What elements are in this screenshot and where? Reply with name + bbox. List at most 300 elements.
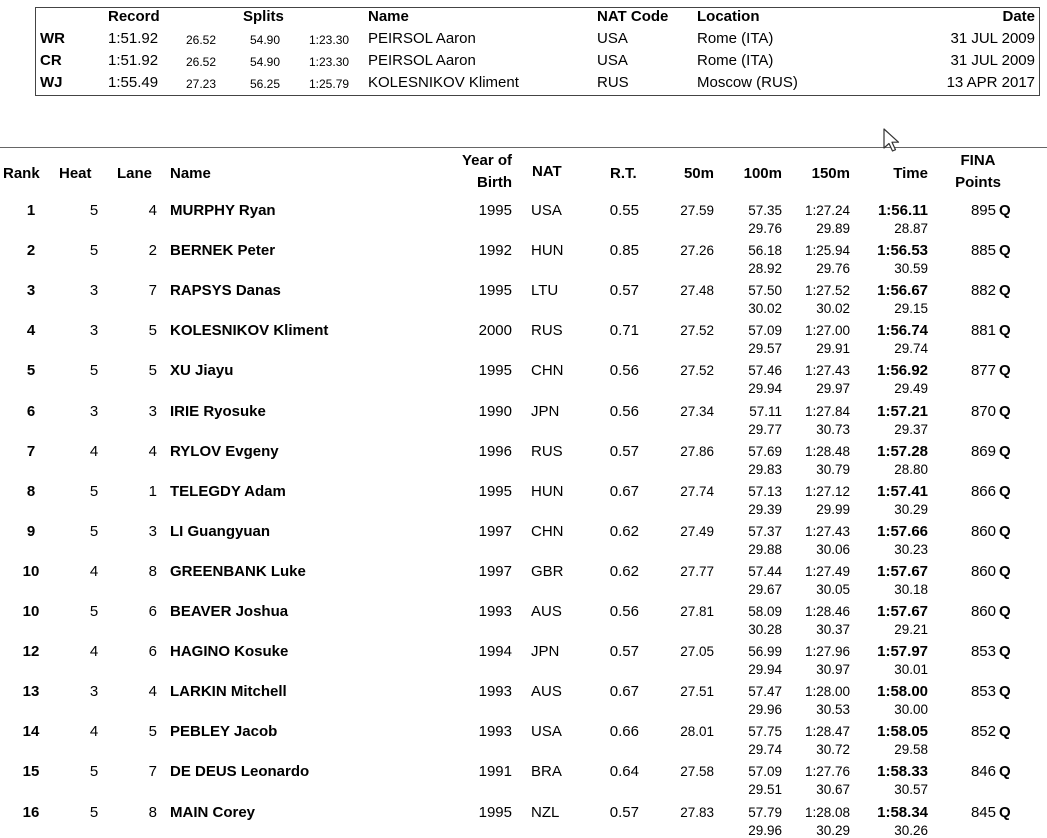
result-rank: 16: [22, 804, 40, 821]
result-time: 1:56.74: [877, 322, 928, 339]
record-date: 31 JUL 2009: [950, 30, 1035, 47]
result-rank: 6: [26, 403, 36, 420]
result-split-sp150: 30.05: [816, 582, 850, 597]
result-m50: 27.51: [680, 684, 714, 699]
result-split-spt: 30.26: [894, 823, 928, 838]
qualified-badge: Q: [999, 282, 1011, 299]
result-split-spt: 29.58: [894, 742, 928, 757]
record-s2: 54.90: [250, 55, 281, 69]
result-split-sp100: 29.74: [748, 742, 782, 757]
record-nat: USA: [597, 30, 628, 47]
result-m150: 1:27.00: [804, 323, 850, 338]
record-s3: 1:23.30: [309, 33, 350, 47]
result-split-sp150: 30.53: [816, 702, 850, 717]
result-pts: 870: [970, 403, 996, 420]
result-time: 1:56.92: [877, 362, 928, 379]
result-name: KOLESNIKOV Kliment: [170, 322, 329, 339]
result-m150: 1:27.76: [804, 764, 850, 779]
record-name: KOLESNIKOV Kliment: [368, 74, 519, 91]
result-name: RAPSYS Danas: [170, 282, 281, 299]
result-heat: 5: [89, 362, 99, 379]
result-lane: 2: [148, 242, 157, 259]
records-header-nat: NAT Code: [597, 8, 669, 25]
result-m50: 27.83: [680, 805, 714, 820]
result-split-spt: 28.87: [894, 221, 928, 236]
records-header-location: Location: [697, 8, 760, 25]
result-split-sp100: 29.94: [748, 662, 782, 677]
result-name: RYLOV Evgeny: [170, 443, 279, 460]
result-pts: 866: [970, 483, 996, 500]
result-rt: 0.56: [609, 403, 639, 420]
result-nat: JPN: [531, 403, 560, 420]
result-rank: 13: [22, 683, 40, 700]
records-header-record: Record: [108, 8, 160, 25]
result-m50: 27.59: [680, 203, 714, 218]
record-location: Rome (ITA): [697, 52, 774, 69]
result-m100: 57.11: [749, 404, 782, 419]
result-nat: GBR: [531, 563, 564, 580]
record-date: 13 APR 2017: [946, 74, 1035, 91]
result-yob: 1995: [478, 282, 512, 299]
result-split-sp100: 30.02: [748, 301, 782, 316]
qualified-badge: Q: [999, 523, 1011, 540]
result-m50: 27.81: [680, 604, 714, 619]
result-split-sp150: 30.72: [816, 742, 850, 757]
result-split-sp100: 29.76: [748, 221, 782, 236]
result-rank: 15: [22, 763, 40, 780]
result-rt: 0.56: [609, 362, 639, 379]
result-heat: 4: [89, 643, 99, 660]
result-split-spt: 30.18: [894, 582, 928, 597]
result-m100: 57.75: [748, 724, 782, 739]
result-split-sp150: 29.97: [816, 381, 850, 396]
qualified-badge: Q: [999, 483, 1011, 500]
result-m100: 56.18: [748, 243, 782, 258]
result-pts: 852: [970, 723, 996, 740]
result-pts: 853: [970, 643, 996, 660]
record-s3: 1:23.30: [309, 55, 350, 69]
result-split-spt: 30.00: [894, 702, 928, 717]
result-rt: 0.57: [609, 643, 639, 660]
result-rt: 0.57: [609, 804, 639, 821]
result-time: 1:56.67: [877, 282, 928, 299]
result-m150: 1:27.49: [804, 564, 850, 579]
result-m150: 1:27.43: [804, 524, 850, 539]
result-rt: 0.56: [609, 603, 639, 620]
result-split-spt: 30.57: [894, 782, 928, 797]
qualified-badge: Q: [999, 603, 1011, 620]
result-split-spt: 28.80: [894, 462, 928, 477]
result-lane: 8: [148, 563, 157, 580]
result-m150: 1:27.84: [804, 404, 850, 419]
qualified-badge: Q: [999, 403, 1011, 420]
result-pts: 853: [970, 683, 996, 700]
result-split-sp100: 30.28: [748, 622, 782, 637]
result-nat: USA: [531, 723, 562, 740]
results-header-lane: Lane: [117, 165, 153, 182]
results-header-rt: R.T.: [610, 165, 637, 182]
result-split-spt: 29.15: [894, 301, 928, 316]
result-lane: 5: [148, 362, 157, 379]
result-lane: 6: [148, 603, 157, 620]
result-split-sp150: 30.02: [816, 301, 850, 316]
result-m100: 57.50: [748, 283, 782, 298]
result-m50: 27.58: [680, 764, 714, 779]
result-yob: 1997: [478, 563, 512, 580]
record-location: Moscow (RUS): [697, 74, 798, 91]
results-header-time: Time: [893, 165, 928, 182]
result-rt: 0.67: [609, 683, 639, 700]
result-heat: 3: [89, 683, 99, 700]
result-yob: 1994: [478, 643, 512, 660]
qualified-badge: Q: [999, 804, 1011, 821]
record-location: Rome (ITA): [697, 30, 774, 47]
result-nat: AUS: [531, 603, 562, 620]
result-m150: 1:28.00: [804, 684, 850, 699]
qualified-badge: Q: [999, 683, 1011, 700]
result-lane: 4: [148, 443, 157, 460]
result-time: 1:57.21: [877, 403, 928, 420]
qualified-badge: Q: [999, 362, 1011, 379]
results-header-yob-1: Year of: [461, 152, 512, 169]
result-m100: 57.09: [748, 323, 782, 338]
result-pts: 882: [970, 282, 996, 299]
result-split-sp100: 29.88: [748, 542, 782, 557]
result-nat: BRA: [531, 763, 562, 780]
result-nat: CHN: [531, 523, 564, 540]
result-nat: USA: [531, 202, 562, 219]
result-split-sp100: 29.83: [748, 462, 782, 477]
result-split-spt: 30.29: [894, 502, 928, 517]
result-rt: 0.57: [609, 282, 639, 299]
result-rt: 0.67: [609, 483, 639, 500]
record-nat: USA: [597, 52, 628, 69]
result-split-sp100: 29.96: [748, 702, 782, 717]
results-header-points-1: FINA: [960, 152, 996, 169]
result-heat: 3: [89, 282, 99, 299]
qualified-badge: Q: [999, 202, 1011, 219]
result-heat: 5: [89, 603, 99, 620]
result-name: BEAVER Joshua: [170, 603, 289, 620]
record-name: PEIRSOL Aaron: [368, 30, 476, 47]
result-heat: 3: [89, 322, 99, 339]
result-m100: 57.47: [748, 684, 782, 699]
results-header-50m: 50m: [683, 165, 714, 182]
result-split-sp100: 29.67: [748, 582, 782, 597]
result-rank: 4: [26, 322, 36, 339]
result-rank: 8: [26, 483, 36, 500]
result-nat: RUS: [531, 322, 563, 339]
record-code: WJ: [40, 74, 63, 91]
result-heat: 5: [89, 483, 99, 500]
results-header-100m: 100m: [743, 165, 782, 182]
record-code: WR: [40, 30, 65, 47]
record-s1: 27.23: [186, 77, 217, 91]
result-m100: 58.09: [748, 604, 782, 619]
result-m50: 27.77: [680, 564, 714, 579]
result-split-spt: 30.59: [894, 261, 928, 276]
result-yob: 1995: [478, 202, 512, 219]
result-rt: 0.64: [609, 763, 639, 780]
result-yob: 1991: [478, 763, 512, 780]
result-split-sp150: 30.06: [816, 542, 850, 557]
mouse-pointer-icon: [883, 128, 903, 156]
result-rt: 0.71: [609, 322, 639, 339]
result-rt: 0.57: [609, 443, 639, 460]
result-yob: 1993: [478, 603, 512, 620]
result-name: IRIE Ryosuke: [170, 403, 266, 420]
result-rank: 12: [22, 643, 40, 660]
result-pts: 860: [970, 603, 996, 620]
result-nat: AUS: [531, 683, 562, 700]
result-m100: 57.09: [748, 764, 782, 779]
record-s3: 1:25.79: [309, 77, 350, 91]
result-yob: 1995: [478, 804, 512, 821]
result-rt: 0.62: [609, 523, 639, 540]
result-pts: 860: [970, 523, 996, 540]
result-split-sp100: 29.51: [748, 782, 782, 797]
result-nat: CHN: [531, 362, 564, 379]
result-yob: 1995: [478, 362, 512, 379]
result-m150: 1:28.47: [804, 724, 850, 739]
result-lane: 3: [148, 523, 157, 540]
result-pts: 845: [970, 804, 996, 821]
result-split-sp150: 29.91: [816, 341, 850, 356]
record-s2: 56.25: [250, 77, 281, 91]
result-heat: 4: [89, 723, 99, 740]
result-rt: 0.66: [609, 723, 639, 740]
results-header-nat: NAT: [532, 163, 562, 180]
qualified-badge: Q: [999, 322, 1011, 339]
record-date: 31 JUL 2009: [950, 52, 1035, 69]
result-split-sp150: 30.79: [816, 462, 850, 477]
result-m150: 1:27.43: [804, 363, 850, 378]
result-yob: 1992: [478, 242, 512, 259]
result-rt: 0.55: [609, 202, 639, 219]
result-yob: 1993: [478, 683, 512, 700]
result-m50: 27.49: [680, 524, 714, 539]
result-heat: 5: [89, 763, 99, 780]
result-split-sp100: 28.92: [748, 261, 782, 276]
record-time: 1:51.92: [108, 30, 159, 47]
result-name: LARKIN Mitchell: [170, 683, 287, 700]
result-name: HAGINO Kosuke: [170, 643, 289, 660]
result-m150: 1:25.94: [804, 243, 850, 258]
result-yob: 1996: [478, 443, 512, 460]
result-pts: 869: [970, 443, 996, 460]
result-time: 1:57.66: [877, 523, 928, 540]
result-pts: 885: [970, 242, 996, 259]
results-header-name: Name: [170, 165, 211, 182]
result-nat: NZL: [531, 804, 560, 821]
result-m100: 57.46: [748, 363, 782, 378]
result-m50: 27.74: [680, 484, 714, 499]
results-header-150m: 150m: [811, 165, 850, 182]
result-yob: 2000: [478, 322, 512, 339]
qualified-badge: Q: [999, 242, 1011, 259]
records-header-splits: Splits: [243, 8, 284, 25]
result-heat: 5: [89, 202, 99, 219]
result-rank: 14: [22, 723, 40, 740]
result-time: 1:56.53: [877, 242, 928, 259]
result-rank: 3: [26, 282, 36, 299]
result-m150: 1:27.96: [804, 644, 850, 659]
result-split-sp100: 29.39: [748, 502, 782, 517]
result-split-sp150: 29.76: [816, 261, 850, 276]
result-heat: 5: [89, 523, 99, 540]
result-split-spt: 29.37: [894, 422, 928, 437]
result-time: 1:58.05: [877, 723, 928, 740]
record-s1: 26.52: [186, 55, 217, 69]
result-time: 1:57.41: [877, 483, 928, 500]
result-m150: 1:27.52: [804, 283, 850, 298]
result-m150: 1:28.08: [804, 805, 850, 820]
result-name: BERNEK Peter: [170, 242, 276, 259]
result-m50: 27.52: [680, 363, 714, 378]
result-lane: 8: [148, 804, 157, 821]
result-m100: 57.79: [748, 805, 782, 820]
result-rank: 5: [26, 362, 36, 379]
result-m150: 1:28.48: [804, 444, 850, 459]
result-time: 1:57.67: [877, 603, 928, 620]
result-lane: 1: [148, 483, 157, 500]
result-m50: 27.48: [680, 283, 714, 298]
result-yob: 1993: [478, 723, 512, 740]
record-time: 1:51.92: [108, 52, 159, 69]
result-time: 1:57.67: [877, 563, 928, 580]
result-m50: 27.86: [680, 444, 714, 459]
result-pts: 860: [970, 563, 996, 580]
result-m100: 56.99: [748, 644, 782, 659]
result-time: 1:58.33: [877, 763, 928, 780]
result-m100: 57.13: [748, 484, 782, 499]
records-header-name: Name: [368, 8, 409, 25]
result-pts: 846: [970, 763, 996, 780]
result-split-spt: 29.49: [894, 381, 928, 396]
result-m50: 28.01: [680, 724, 714, 739]
result-rt: 0.62: [609, 563, 639, 580]
result-m100: 57.44: [748, 564, 782, 579]
result-nat: JPN: [531, 643, 560, 660]
result-split-spt: 29.74: [894, 341, 928, 356]
results-header-rank: Rank: [3, 165, 40, 182]
result-nat: HUN: [531, 483, 564, 500]
result-split-sp150: 29.89: [816, 221, 850, 236]
result-pts: 895: [970, 202, 996, 219]
result-name: MURPHY Ryan: [170, 202, 276, 219]
result-lane: 4: [148, 202, 157, 219]
result-split-sp150: 30.73: [816, 422, 850, 437]
result-name: GREENBANK Luke: [170, 563, 306, 580]
result-name: XU Jiayu: [170, 362, 234, 379]
result-split-sp100: 29.94: [748, 381, 782, 396]
qualified-badge: Q: [999, 763, 1011, 780]
qualified-badge: Q: [999, 643, 1011, 660]
result-m100: 57.69: [748, 444, 782, 459]
result-name: TELEGDY Adam: [170, 483, 286, 500]
result-yob: 1997: [478, 523, 512, 540]
result-time: 1:58.00: [877, 683, 928, 700]
result-lane: 7: [148, 763, 157, 780]
result-name: MAIN Corey: [170, 804, 256, 821]
record-nat: RUS: [597, 74, 629, 91]
record-code: CR: [40, 52, 62, 69]
result-m150: 1:28.46: [804, 604, 850, 619]
result-split-spt: 29.21: [894, 622, 928, 637]
result-lane: 5: [148, 322, 157, 339]
result-rank: 1: [26, 202, 36, 219]
result-time: 1:57.28: [877, 443, 928, 460]
result-nat: HUN: [531, 242, 564, 259]
result-m50: 27.26: [680, 243, 714, 258]
result-split-sp100: 29.57: [748, 341, 782, 356]
result-lane: 7: [148, 282, 157, 299]
result-split-sp150: 30.67: [816, 782, 850, 797]
record-name: PEIRSOL Aaron: [368, 52, 476, 69]
result-lane: 5: [148, 723, 157, 740]
result-pts: 881: [970, 322, 996, 339]
result-heat: 4: [89, 563, 99, 580]
qualified-badge: Q: [999, 443, 1011, 460]
result-split-spt: 30.23: [894, 542, 928, 557]
result-lane: 6: [148, 643, 157, 660]
qualified-badge: Q: [999, 563, 1011, 580]
result-rank: 10: [22, 563, 40, 580]
result-rank: 2: [26, 242, 36, 259]
result-name: PEBLEY Jacob: [170, 723, 278, 740]
result-heat: 3: [89, 403, 99, 420]
record-s2: 54.90: [250, 33, 281, 47]
result-name: DE DEUS Leonardo: [170, 763, 310, 780]
results-header-heat: Heat: [59, 165, 92, 182]
result-m50: 27.34: [680, 404, 714, 419]
result-split-sp150: 29.99: [816, 502, 850, 517]
result-rt: 0.85: [609, 242, 639, 259]
result-heat: 5: [89, 242, 99, 259]
result-rank: 10: [22, 603, 40, 620]
result-m50: 27.52: [680, 323, 714, 338]
result-m100: 57.37: [748, 524, 782, 539]
result-split-sp150: 30.29: [816, 823, 850, 838]
records-header-date: Date: [1002, 8, 1035, 25]
result-split-sp100: 29.77: [748, 422, 782, 437]
result-m150: 1:27.24: [804, 203, 850, 218]
results-header-points-2: Points: [955, 174, 1001, 191]
result-yob: 1995: [478, 483, 512, 500]
result-rank: 9: [26, 523, 36, 540]
result-m150: 1:27.12: [804, 484, 850, 499]
qualified-badge: Q: [999, 723, 1011, 740]
result-m100: 57.35: [748, 203, 782, 218]
result-split-sp100: 29.96: [748, 823, 782, 838]
result-lane: 4: [148, 683, 157, 700]
result-split-spt: 30.01: [894, 662, 928, 677]
result-time: 1:58.34: [877, 804, 928, 821]
result-yob: 1990: [478, 403, 512, 420]
result-split-sp150: 30.37: [816, 622, 850, 637]
results-header-yob-2: Birth: [477, 174, 512, 191]
result-lane: 3: [148, 403, 157, 420]
result-heat: 4: [89, 443, 99, 460]
result-pts: 877: [970, 362, 996, 379]
result-time: 1:56.11: [877, 202, 928, 219]
result-heat: 5: [89, 804, 99, 821]
result-rank: 7: [26, 443, 36, 460]
result-nat: LTU: [531, 282, 559, 299]
result-nat: RUS: [531, 443, 563, 460]
record-time: 1:55.49: [108, 74, 159, 91]
record-s1: 26.52: [186, 33, 217, 47]
